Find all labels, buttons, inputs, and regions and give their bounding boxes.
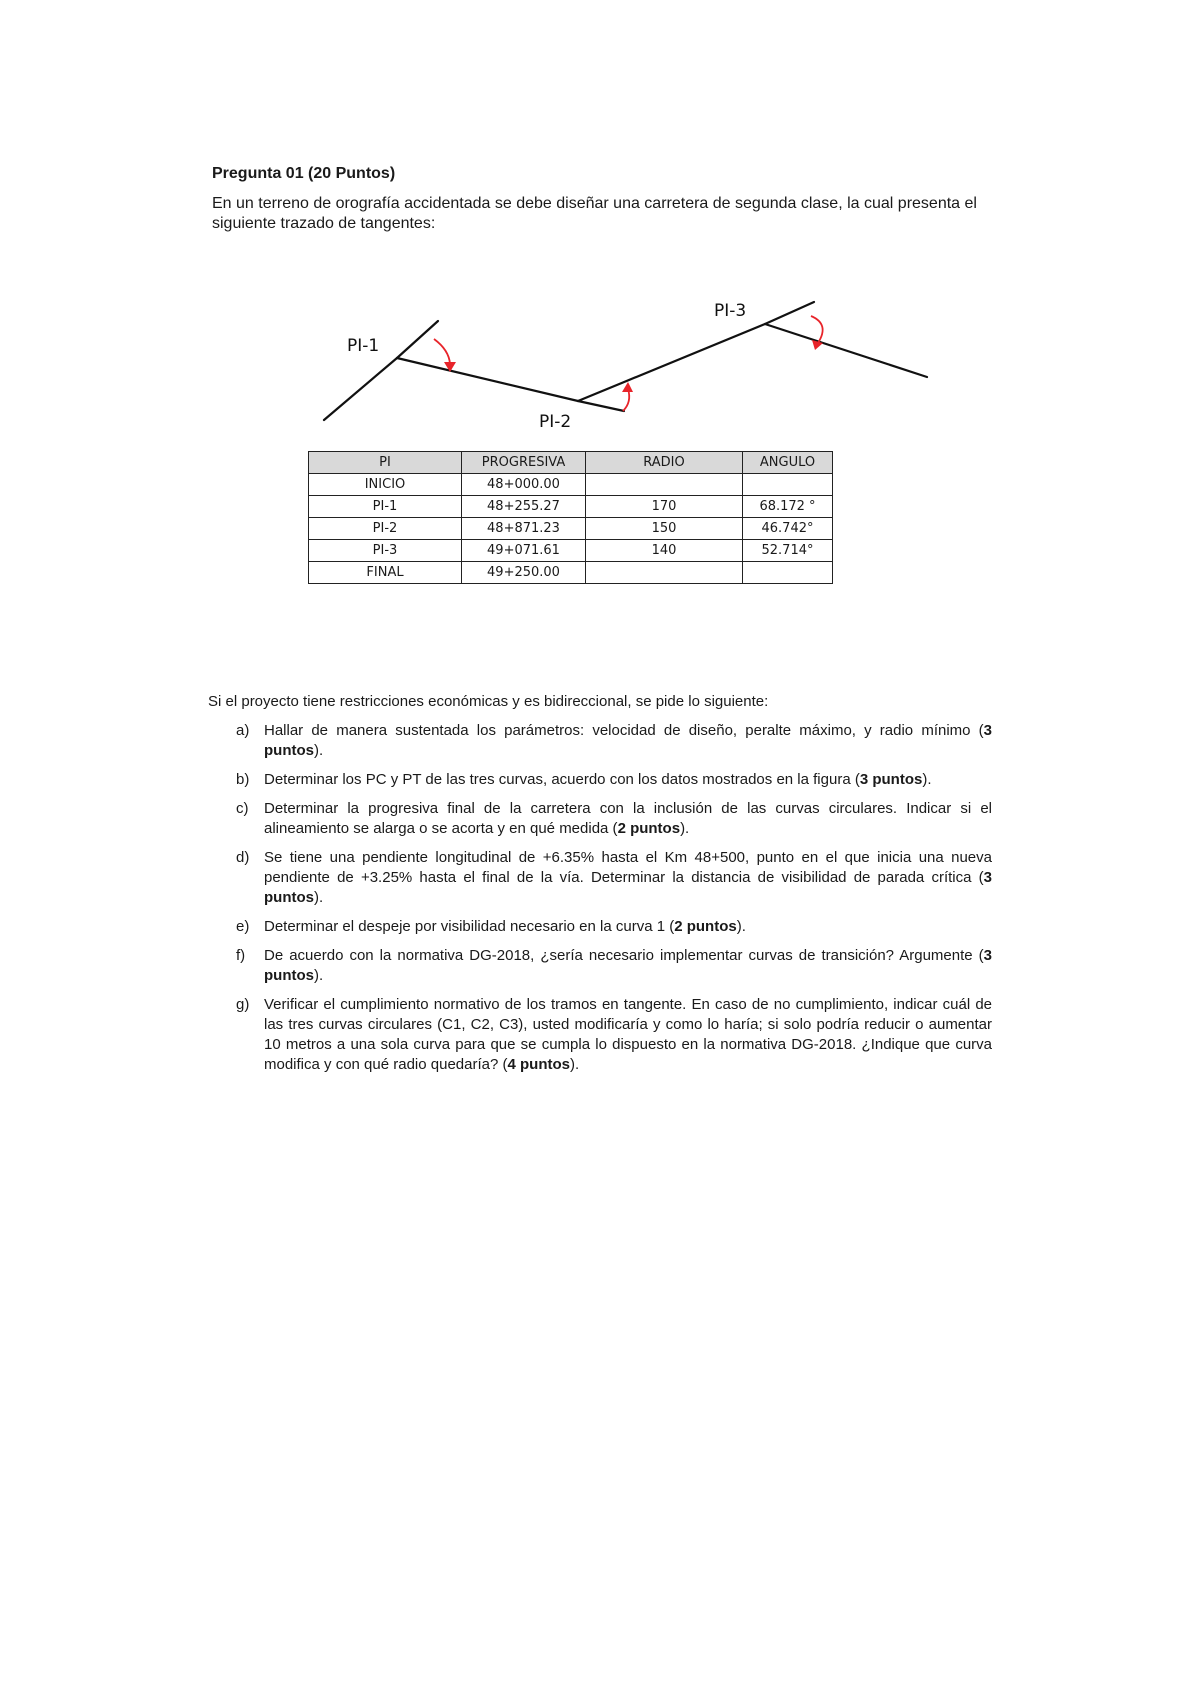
table-cell: PI-3	[309, 540, 462, 562]
item-text: Determinar el despeje por visibilidad necesario en la curva 1 (	[264, 918, 675, 935]
table-cell: 150	[586, 518, 743, 540]
deflection-arc-pi1	[434, 339, 450, 364]
item-tail: ).	[314, 967, 324, 984]
question-intro: En un terreno de orografía accidentada se debe diseñar una carretera de segunda clase, la cual presenta el siguiente trazado de tangentes:	[212, 195, 977, 232]
tangent-extension-pi2	[578, 401, 624, 411]
table-cell	[586, 562, 743, 584]
table-cell: 49+250.00	[462, 562, 586, 584]
item-label: c)	[236, 800, 249, 817]
list-item	[236, 946, 992, 986]
item-tail: ).	[569, 1056, 580, 1073]
item-points: 2 puntos	[674, 918, 737, 935]
table-cell: PI-1	[309, 496, 462, 518]
tangent-line-pi3-end	[765, 324, 927, 377]
item-tail: ).	[314, 889, 324, 906]
table-row	[309, 474, 833, 496]
list-item	[236, 848, 992, 908]
list-item	[236, 721, 992, 761]
tangent-line-pi1-pi2	[397, 358, 578, 401]
table-row	[309, 562, 833, 584]
tangent-line-pi2-pi3	[578, 324, 765, 401]
item-text: Determinar la progresiva final de la carretera con la inclusión de las curvas circulares. Indicar si el alineamiento se alarga o se acorta y en qué medida (	[264, 800, 992, 837]
tangent-line-start	[324, 358, 397, 420]
item-label: f)	[236, 947, 246, 964]
item-tail: ).	[736, 918, 746, 935]
list-item	[236, 770, 992, 790]
table-cell: 48+871.23	[462, 518, 586, 540]
pi1-label: PI-1	[347, 336, 380, 356]
table-cell: 170	[586, 496, 743, 518]
table-row	[309, 518, 833, 540]
tangent-extension-pi3	[765, 302, 814, 324]
list-item	[236, 799, 992, 839]
question-title: Pregunta 01 (20 Puntos)	[212, 165, 396, 182]
table-row	[309, 496, 833, 518]
item-points: 4 puntos	[507, 1056, 570, 1073]
item-tail: ).	[680, 820, 690, 837]
pi-data-table	[308, 451, 833, 584]
table-cell	[743, 562, 833, 584]
table-cell	[743, 474, 833, 496]
table-header-cell: PROGRESIVA	[462, 452, 586, 474]
table-header-cell: RADIO	[586, 452, 743, 474]
table-cell: 46.742°	[743, 518, 833, 540]
table-cell: FINAL	[309, 562, 462, 584]
item-text: Hallar de manera sustentada los parámetros: velocidad de diseño, peralte máximo, y radio mínimo (	[264, 722, 984, 739]
table-cell: 52.714°	[743, 540, 833, 562]
list-item	[236, 917, 992, 937]
table-cell: 49+071.61	[462, 540, 586, 562]
pi2-label: PI-2	[539, 412, 572, 432]
item-text: De acuerdo con la normativa DG-2018, ¿sería necesario implementar curvas de transición? Argumente (	[264, 947, 984, 964]
item-points: 3 puntos	[264, 947, 992, 984]
task-list	[236, 721, 992, 1084]
item-label: e)	[236, 918, 250, 935]
table-cell: 140	[586, 540, 743, 562]
item-points: 3 puntos	[859, 771, 923, 788]
item-label: g)	[236, 996, 250, 1013]
tasks-lead-text: Si el proyecto tiene restricciones económicas y es bidireccional, se pide lo siguiente:	[208, 693, 769, 710]
item-text: Determinar los PC y PT de las tres curvas, acuerdo con los datos mostrados en la figura (	[264, 771, 860, 788]
item-label: d)	[236, 849, 250, 866]
table-header-row	[309, 452, 833, 474]
tangent-extension-pi1	[397, 321, 438, 358]
table-cell: PI-2	[309, 518, 462, 540]
list-item	[236, 995, 992, 1075]
pi3-label: PI-3	[714, 301, 747, 321]
item-label: a)	[236, 722, 250, 739]
table-header-cell: PI	[309, 452, 462, 474]
item-tail: ).	[922, 771, 932, 788]
table-header-cell: ANGULO	[743, 452, 833, 474]
table-cell	[586, 474, 743, 496]
table-cell: 48+255.27	[462, 496, 586, 518]
item-text: Se tiene una pendiente longitudinal de +6.35% hasta el Km 48+500, punto en el que inicia una nueva pendiente de +3.25% hasta el final de la vía. Determinar la distancia de visibilidad de parada crítica (	[264, 849, 992, 886]
item-text: Verificar el cumplimiento normativo de los tramos en tangente. En caso de no cumplimiento, indicar cuál de las tres curvas circulares (C1, C2, C3), usted modificaría y como lo haría; si solo podría reducir o aumentar 10 metros a una sola curva para que se cumpla lo dispuesto en la normativa DG-2018. ¿Indique que curva modifica y con qué radio quedaría? (	[264, 996, 992, 1073]
item-label: b)	[236, 771, 250, 788]
item-points: 3 puntos	[264, 869, 992, 906]
table-cell: 48+000.00	[462, 474, 586, 496]
item-tail: ).	[314, 742, 324, 759]
table-cell: 68.172 °	[743, 496, 833, 518]
table-row	[309, 540, 833, 562]
tangent-alignment-diagram	[0, 0, 1200, 450]
item-points: 3 puntos	[264, 722, 992, 759]
item-points: 2 puntos	[617, 820, 681, 837]
table-cell: INICIO	[309, 474, 462, 496]
deflection-arc-pi2	[623, 389, 629, 411]
arrow-head-pi2	[622, 382, 633, 392]
